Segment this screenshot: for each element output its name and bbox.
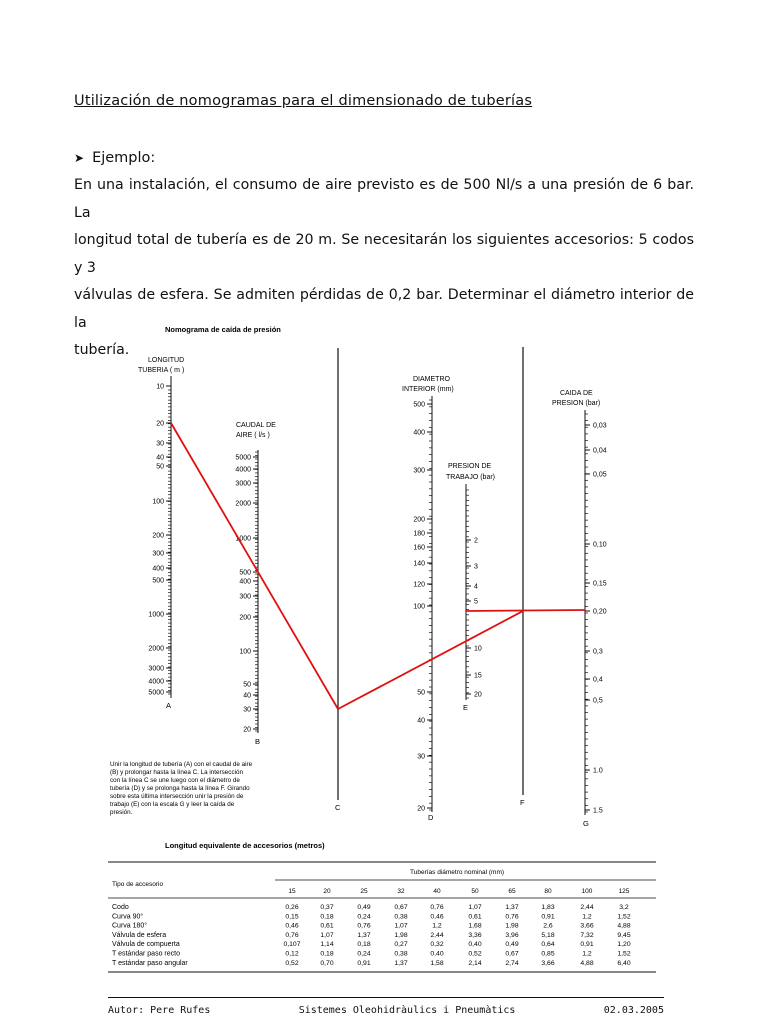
scale-g-label: CAIDA DE	[560, 390, 593, 397]
instruction-line: Unir la longitud de tubería (A) con el caudal de aire	[110, 761, 253, 768]
scale-tick-label: 50	[417, 689, 425, 697]
solution-line-a-c	[171, 423, 338, 709]
scale-tick-label: 3	[474, 563, 478, 571]
accessory-name: Curva 90°	[112, 913, 144, 921]
accessory-value: 0,12	[285, 950, 299, 958]
diameter-header: 25	[360, 888, 368, 895]
scale-d-letter: D	[428, 813, 434, 822]
footer-divider	[108, 997, 664, 998]
scale-tick-label: 3000	[148, 665, 164, 673]
scale-tick-label: 2000	[148, 645, 164, 653]
scale-g-label: PRESION (bar)	[552, 400, 601, 407]
scale-e	[446, 463, 495, 712]
accessory-value: 1,07	[468, 904, 482, 911]
accessory-value: 9,45	[617, 931, 631, 939]
accessory-value: 0,70	[320, 959, 334, 967]
scale-tick-label: 500	[413, 401, 425, 409]
accessory-value: 0,67	[505, 950, 519, 958]
accessory-value: 3,66	[580, 922, 594, 930]
scale-tick-label: 10	[474, 645, 482, 653]
accessory-value: 0,24	[357, 950, 371, 958]
example-line: tubería.	[74, 342, 130, 358]
diameter-header: 125	[618, 888, 630, 895]
document-title: Utilización de nomogramas para el dimensionado de tuberías	[74, 93, 533, 109]
scale-d-label: INTERIOR (mm)	[402, 386, 454, 393]
nomogram-instructions	[110, 761, 253, 816]
scale-tick-label: 0,05	[593, 471, 607, 479]
accessory-value: 1,58	[430, 959, 444, 967]
scale-tick-label: 2	[474, 537, 478, 545]
accessory-value: 0,18	[320, 950, 334, 958]
scale-tick-label: 20	[474, 691, 482, 699]
scale-tick-label: 180	[413, 530, 425, 538]
instruction-line: (B) y prolongar hasta la línea C. La intersección	[110, 769, 244, 776]
type-header: Tipo de accesorio	[112, 881, 164, 888]
accessory-value: 1,14	[320, 941, 334, 949]
scale-tick-label: 0,20	[593, 608, 607, 616]
scale-a-label: TUBERIA ( m )	[138, 367, 185, 374]
accessory-name: T estándar paso recto	[112, 950, 180, 958]
accessory-value: 1,20	[617, 941, 631, 949]
scale-tick-label: 400	[239, 578, 251, 586]
accessory-value: 1,83	[541, 904, 555, 911]
accessory-value: 3,36	[468, 931, 482, 939]
accessory-value: 0,24	[357, 913, 371, 921]
accessory-value: 0,18	[357, 941, 371, 949]
diameter-header: 100	[581, 888, 593, 895]
scale-tick-label: 300	[239, 593, 251, 601]
scale-tick-label: 200	[413, 516, 425, 524]
accessory-value: 0,18	[320, 913, 334, 921]
scale-tick-label: 20	[417, 805, 425, 813]
scale-tick-label: 30	[243, 706, 251, 714]
example-line: En una instalación, el consumo de aire previsto es de 500 Nl/s a una presión de 6 bar. La	[74, 177, 694, 221]
accessory-value: 1,07	[320, 931, 334, 939]
accessory-value: 1,2	[432, 922, 442, 930]
scale-tick-label: 5000	[235, 454, 251, 462]
scale-tick-label: 500	[152, 577, 164, 585]
accessory-value: 2,6	[543, 922, 553, 930]
instruction-line: trabajo (E) con la escala G y leer la caída de	[110, 801, 235, 808]
diameter-header: 15	[288, 888, 296, 895]
example-line: longitud total de tubería es de 20 m. Se necesitarán los siguientes accesorios: 5 codos y 3	[74, 232, 694, 276]
accessory-value: 0,76	[505, 913, 519, 921]
accessory-value: 0,76	[357, 922, 371, 930]
accessory-value: 0,46	[285, 922, 299, 930]
scale-a-label: LONGITUD	[148, 357, 185, 364]
scale-tick-label: 50	[243, 681, 251, 689]
accessory-value: 2,44	[580, 904, 594, 911]
scale-tick-label: 400	[413, 429, 425, 437]
scale-g	[552, 390, 607, 828]
scale-tick-label: 3000	[235, 480, 251, 488]
diameter-header: 80	[544, 888, 552, 895]
accessory-value: 3,96	[505, 931, 519, 939]
scale-a-letter: A	[166, 701, 172, 710]
accessory-value: 0,52	[468, 950, 482, 958]
accessory-value: 0,37	[320, 904, 334, 911]
scale-tick-label: 0,15	[593, 580, 607, 588]
scale-tick-label: 200	[152, 532, 164, 540]
accessory-value: 4,88	[617, 922, 631, 930]
accessory-value: 0,32	[430, 941, 444, 949]
scale-e-letter: E	[463, 703, 469, 712]
accessory-value: 0,49	[357, 904, 371, 911]
scale-tick-label: 40	[417, 717, 425, 725]
accessory-value: 2,74	[505, 959, 519, 967]
accessory-value: 0,26	[285, 904, 299, 911]
scale-tick-label: 100	[152, 498, 164, 506]
accessory-value: 0,91	[541, 913, 555, 921]
footer-course: Sistemes Oleohidràulics i Pneumàtics	[298, 1005, 516, 1016]
accessory-value: 1,2	[582, 913, 592, 921]
accessory-value: 0,49	[505, 941, 519, 949]
scale-tick-label: 100	[413, 603, 425, 611]
accessory-value: 5,18	[541, 931, 555, 939]
accessory-value: 6,40	[617, 959, 631, 967]
accessory-value: 1,37	[357, 931, 371, 939]
scale-tick-label: 30	[417, 753, 425, 761]
accessory-value: 0,67	[394, 904, 408, 911]
accessory-value: 1,98	[505, 922, 519, 930]
scale-tick-label: 0,3	[593, 648, 603, 656]
accessory-value: 0,107	[283, 941, 301, 949]
scale-tick-label: 0,4	[593, 676, 603, 684]
accessory-value: 3,2	[619, 904, 629, 911]
diameter-header: 65	[508, 888, 516, 895]
scale-tick-label: 20	[243, 726, 251, 734]
scale-tick-label: 140	[413, 560, 425, 568]
accessory-value: 0,61	[320, 922, 334, 930]
scale-tick-label: 1000	[235, 535, 251, 543]
solution-line-e-g	[466, 610, 585, 611]
diameter-header: 20	[323, 888, 331, 895]
accessory-value: 0,15	[285, 913, 299, 921]
page-footer	[108, 1005, 664, 1016]
scale-tick-label: 1.5	[593, 807, 603, 815]
accessory-name: Curva 180°	[112, 922, 148, 930]
scale-a	[138, 357, 184, 710]
bullet-arrow-icon: ➤	[74, 151, 85, 165]
scale-tick-label: 0,10	[593, 541, 607, 549]
accessory-value: 1,52	[617, 913, 631, 921]
scale-tick-label: 0,04	[593, 447, 607, 455]
scale-c-letter: C	[335, 803, 341, 812]
instruction-line: presión.	[110, 809, 133, 816]
scale-tick-label: 4000	[235, 466, 251, 474]
scale-b-label: AIRE ( l/s )	[236, 432, 270, 439]
scale-tick-label: 300	[413, 467, 425, 475]
instruction-line: tubería (D) y se prolonga hasta la línea F. Girando	[110, 785, 250, 792]
scale-tick-label: 20	[156, 420, 164, 428]
scale-b	[235, 422, 276, 746]
accessory-name: T estándar paso angular	[112, 959, 188, 967]
diameter-header: 32	[397, 888, 405, 895]
accessory-value: 1,98	[394, 931, 408, 939]
scale-tick-label: 100	[239, 648, 251, 656]
scale-f-letter: F	[520, 798, 525, 807]
scale-tick-label: 0,5	[593, 697, 603, 705]
accessory-value: 1,2	[582, 950, 592, 958]
example-label: Ejemplo:	[92, 150, 156, 166]
accessory-value: 0,61	[468, 913, 482, 921]
scale-tick-label: 0,03	[593, 422, 607, 430]
scale-tick-label: 300	[152, 550, 164, 558]
accessory-value: 0,91	[580, 941, 594, 949]
scale-tick-label: 50	[156, 463, 164, 471]
accessory-value: 0,76	[285, 931, 299, 939]
scale-e-label: PRESION DE	[448, 463, 492, 470]
scale-g-letter: G	[583, 819, 589, 828]
scale-tick-label: 30	[156, 440, 164, 448]
scale-b-letter: B	[255, 737, 261, 746]
accessory-name: Válvula de esfera	[112, 931, 167, 939]
accessory-value: 0,64	[541, 941, 555, 949]
footer-date: 02.03.2005	[603, 1005, 664, 1016]
scale-tick-label: 400	[152, 565, 164, 573]
accessory-value: 1,07	[394, 922, 408, 930]
accessory-value: 0,85	[541, 950, 555, 958]
accessory-value: 1,37	[505, 904, 519, 911]
accessory-value: 0,46	[430, 913, 444, 921]
accessory-value: 1,37	[394, 959, 408, 967]
scale-tick-label: 10	[156, 383, 164, 391]
scale-tick-label: 1000	[148, 611, 164, 619]
accessory-value: 0,27	[394, 941, 408, 949]
scale-tick-label: 2000	[235, 500, 251, 508]
accessory-value: 0,38	[394, 950, 408, 958]
footer-author: Autor: Pere Rufes	[108, 1005, 211, 1016]
diameter-header: 50	[471, 888, 479, 895]
scale-d	[402, 376, 454, 822]
accessory-value: 0,40	[468, 941, 482, 949]
scale-tick-label: 1.0	[593, 767, 603, 775]
scale-tick-label: 4000	[148, 678, 164, 686]
accessory-value: 0,76	[430, 904, 444, 911]
accessory-value: 0,40	[430, 950, 444, 958]
diameter-header: 40	[433, 888, 441, 895]
accessory-value: 1,68	[468, 922, 482, 930]
accessory-value: 2,14	[468, 959, 482, 967]
accessory-value: 4,88	[580, 959, 594, 967]
accessory-value: 2,44	[430, 931, 444, 939]
accessory-name: Válvula de compuerta	[112, 941, 180, 949]
scale-tick-label: 15	[474, 672, 482, 680]
scale-tick-label: 500	[239, 569, 251, 577]
scale-b-label: CAUDAL DE	[236, 422, 276, 429]
scale-e-label: TRABAJO (bar)	[446, 474, 496, 481]
instruction-line: sobre esta última intersección unir la presión de	[110, 793, 244, 800]
accessory-value: 0,91	[357, 959, 371, 967]
instruction-line: con la línea C se une luego con el diámetro de	[110, 777, 240, 784]
accessory-value: 3,66	[541, 959, 555, 967]
tuberias-header: Tuberías diámetro nominal (mm)	[410, 869, 505, 876]
scale-tick-label: 200	[239, 614, 251, 622]
scale-tick-label: 4	[474, 583, 478, 591]
scale-tick-label: 5000	[148, 689, 164, 697]
accessory-value: 0,52	[285, 959, 299, 967]
scale-tick-label: 160	[413, 544, 425, 552]
example-line: válvulas de esfera. Se admiten pérdidas de 0,2 bar. Determinar el diámetro interior de la	[74, 287, 694, 331]
nomogram-title: Nomograma de caída de presión	[165, 325, 281, 334]
scale-tick-label: 40	[243, 692, 251, 700]
accessory-name: Codo	[112, 904, 129, 911]
scale-tick-label: 120	[413, 581, 425, 589]
accessory-value: 0,38	[394, 913, 408, 921]
accessory-value: 1,52	[617, 950, 631, 958]
scale-d-label: DIAMETRO	[413, 376, 450, 383]
accessory-value: 7,32	[580, 931, 594, 939]
accessories-title: Longitud equivalente de accesorios (metros)	[165, 841, 325, 850]
scale-tick-label: 5	[474, 598, 478, 606]
scale-tick-label: 40	[156, 454, 164, 462]
